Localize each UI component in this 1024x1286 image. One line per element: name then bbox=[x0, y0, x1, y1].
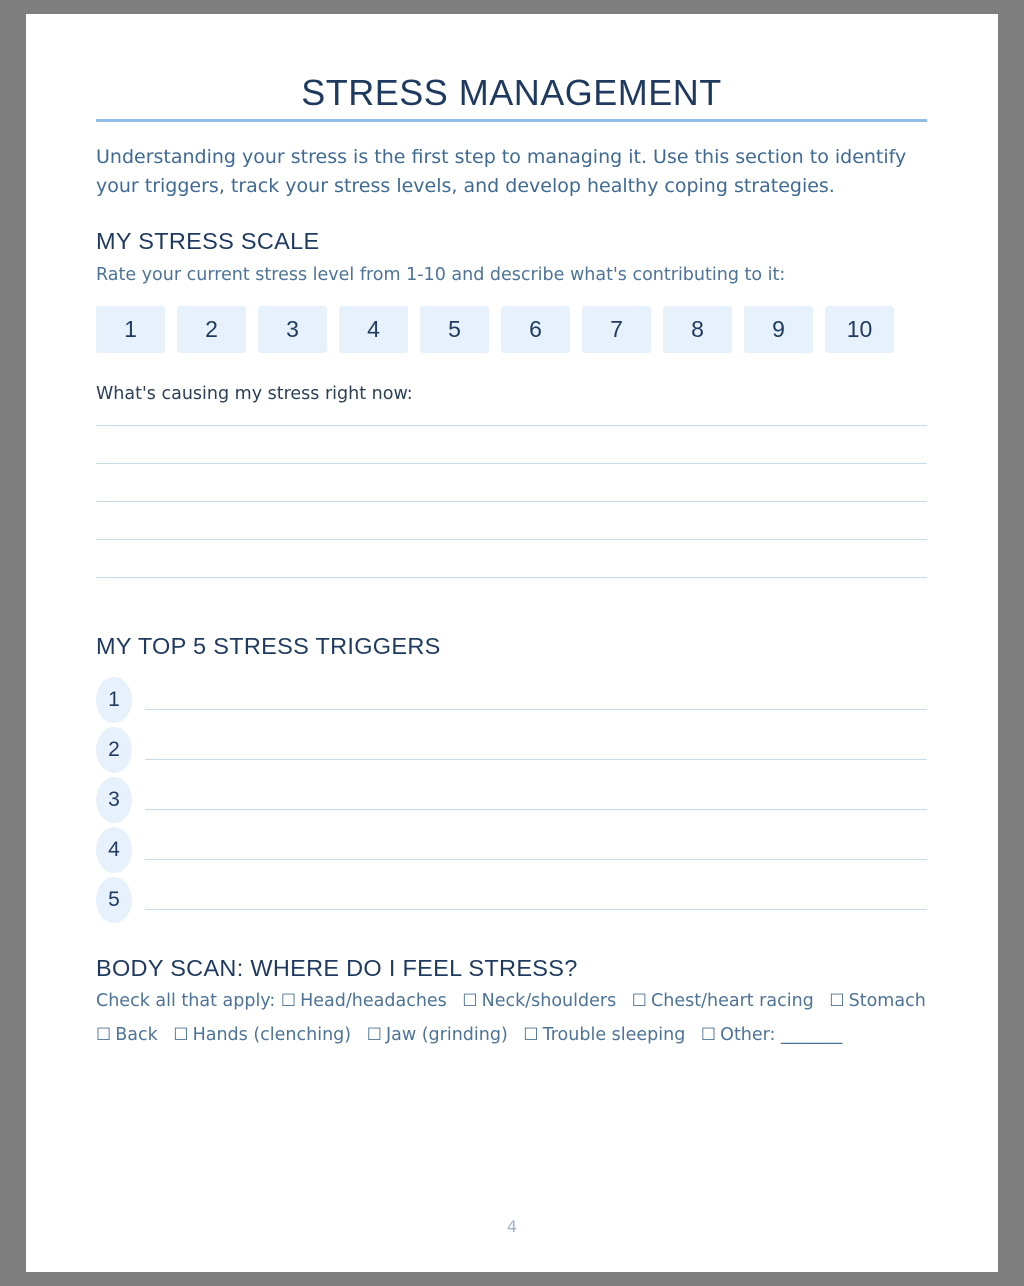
writing-line[interactable] bbox=[96, 539, 927, 540]
scale-level-5[interactable]: 5 bbox=[420, 306, 489, 353]
triggers-heading: MY TOP 5 STRESS TRIGGERS bbox=[96, 633, 441, 659]
scale-level-7[interactable]: 7 bbox=[582, 306, 651, 353]
body-scan-row-1 bbox=[96, 991, 936, 1011]
writing-line[interactable] bbox=[96, 463, 927, 464]
document-page bbox=[26, 14, 998, 1272]
checkbox-icon: ☐ bbox=[280, 991, 297, 1011]
checkbox-stomach[interactable] bbox=[829, 991, 925, 1011]
trigger-number-badge: 2 bbox=[96, 727, 132, 773]
scale-level-3[interactable]: 3 bbox=[258, 306, 327, 353]
trigger-line-4[interactable] bbox=[145, 859, 927, 860]
body-scan-lead: Check all that apply: bbox=[96, 991, 276, 1011]
checkbox-label: Jaw (grinding) bbox=[385, 1025, 508, 1045]
checkbox-icon: ☐ bbox=[96, 1025, 112, 1045]
intro-paragraph bbox=[96, 143, 927, 201]
trigger-number-badge: 4 bbox=[96, 827, 132, 873]
trigger-number-badge: 3 bbox=[96, 777, 132, 823]
title-underline bbox=[96, 119, 927, 122]
scale-level-1[interactable]: 1 bbox=[96, 306, 165, 353]
page-title: STRESS MANAGEMENT bbox=[301, 72, 722, 113]
checkbox-label: Neck/shoulders bbox=[481, 991, 617, 1011]
checkbox-icon: ☐ bbox=[462, 991, 478, 1011]
stress-scale-instruction: Rate your current stress level from 1-10 and describe what's contributing to it: bbox=[96, 265, 786, 285]
stress-cause-label: What's causing my stress right now: bbox=[96, 384, 413, 404]
checkbox-back[interactable] bbox=[96, 1025, 158, 1045]
scale-level-10[interactable]: 10 bbox=[825, 306, 894, 353]
body-scan-heading: BODY SCAN: WHERE DO I FEEL STRESS? bbox=[96, 955, 578, 981]
checkbox-neck[interactable] bbox=[462, 991, 616, 1011]
checkbox-icon: ☐ bbox=[700, 1025, 717, 1045]
scale-level-6[interactable]: 6 bbox=[501, 306, 570, 353]
scale-level-2[interactable]: 2 bbox=[177, 306, 246, 353]
checkbox-hands[interactable] bbox=[173, 1025, 351, 1045]
body-scan-row-2 bbox=[96, 1025, 852, 1045]
checkbox-icon: ☐ bbox=[523, 1025, 539, 1045]
trigger-number-badge: 1 bbox=[96, 677, 132, 723]
trigger-number-badge: 5 bbox=[96, 877, 132, 923]
writing-line[interactable] bbox=[96, 577, 927, 578]
scale-level-8[interactable]: 8 bbox=[663, 306, 732, 353]
checkbox-label: Head/headaches bbox=[300, 991, 447, 1011]
checkbox-jaw[interactable] bbox=[367, 1025, 508, 1045]
checkbox-icon: ☐ bbox=[631, 991, 648, 1011]
trigger-line-1[interactable] bbox=[145, 709, 927, 710]
checkbox-head[interactable] bbox=[281, 991, 447, 1011]
checkbox-sleeping[interactable] bbox=[523, 1025, 685, 1045]
page-number: 4 bbox=[506, 1217, 518, 1236]
scale-level-4[interactable]: 4 bbox=[339, 306, 408, 353]
checkbox-label: Stomach bbox=[848, 991, 926, 1011]
intro-line-1: Understanding your stress is the first step to managing it. Use this section to identify bbox=[96, 146, 907, 168]
checkbox-icon: ☐ bbox=[173, 1025, 189, 1045]
writing-line[interactable] bbox=[96, 501, 927, 502]
checkbox-label: Other: _______ bbox=[720, 1025, 843, 1045]
checkbox-icon: ☐ bbox=[366, 1025, 382, 1045]
stress-scale-heading: MY STRESS SCALE bbox=[96, 228, 320, 254]
checkbox-label: Back bbox=[115, 1025, 158, 1045]
trigger-line-3[interactable] bbox=[145, 809, 927, 810]
scale-level-9[interactable]: 9 bbox=[744, 306, 813, 353]
checkbox-label: Chest/heart racing bbox=[651, 991, 814, 1011]
checkbox-chest[interactable] bbox=[632, 991, 814, 1011]
checkbox-other[interactable] bbox=[701, 1025, 842, 1045]
writing-line[interactable] bbox=[96, 425, 927, 426]
checkbox-label: Trouble sleeping bbox=[542, 1025, 686, 1045]
stress-scale-selector bbox=[96, 306, 927, 354]
checkbox-icon: ☐ bbox=[829, 991, 845, 1011]
trigger-line-2[interactable] bbox=[145, 759, 927, 760]
trigger-line-5[interactable] bbox=[145, 909, 927, 910]
intro-line-2: your triggers, track your stress levels, and develop healthy coping strategies. bbox=[96, 175, 835, 197]
checkbox-label: Hands (clenching) bbox=[192, 1025, 352, 1045]
